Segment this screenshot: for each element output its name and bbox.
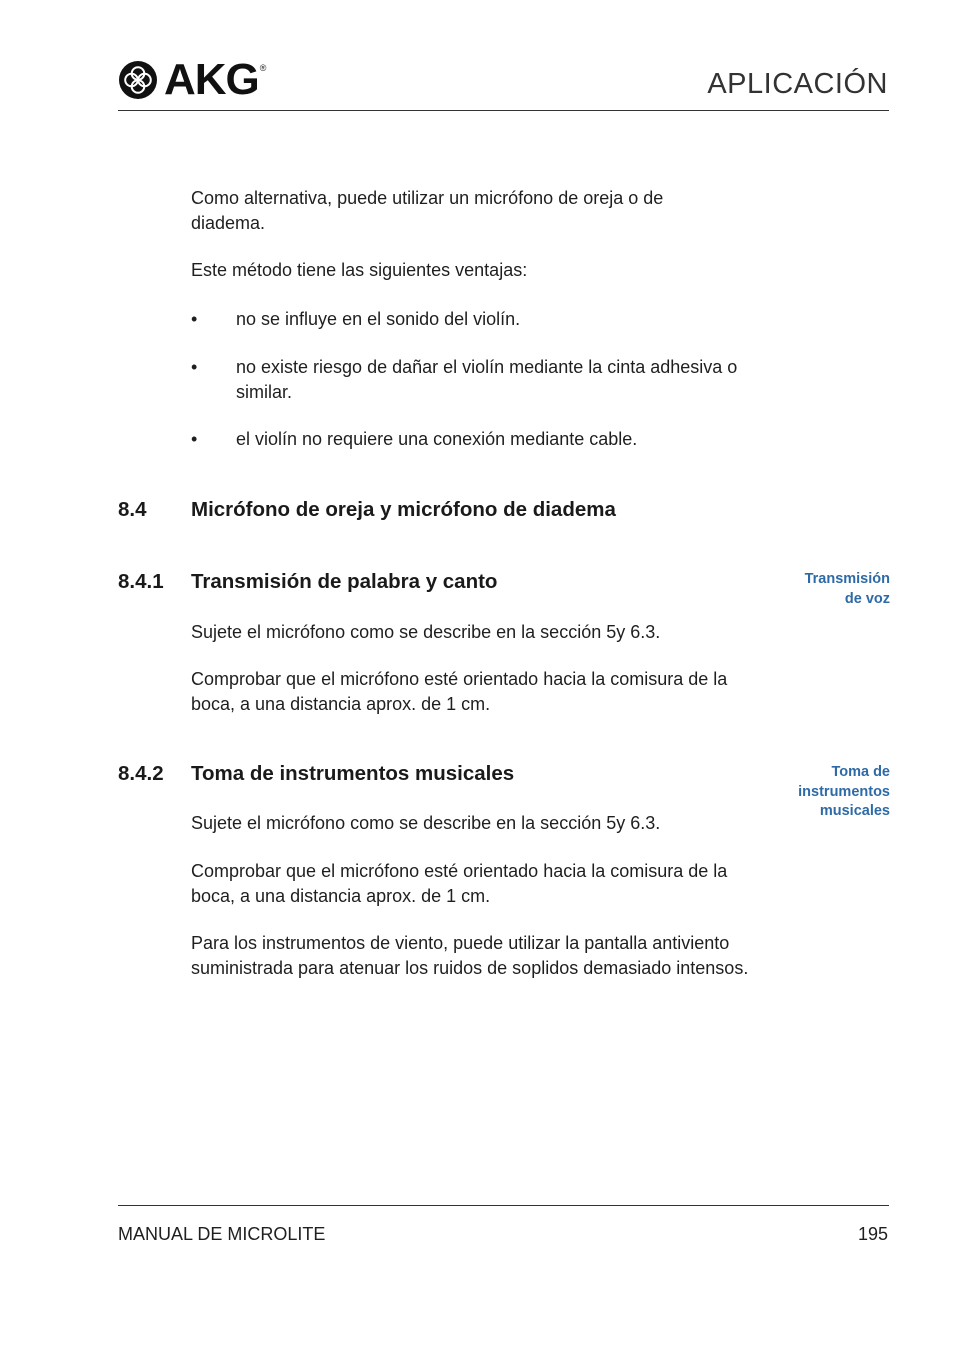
- paragraph-8-4-1-b: Comprobar que el micrófono esté orientado hacia la comisura de la boca, a una distancia aprox. de 1 cm.: [191, 669, 728, 714]
- paragraph-8-4-2-c: Para los instrumentos de viento, puede utilizar la pantalla antiviento suministrada para atenuar los ruidos de soplidos demasiado intensos.: [191, 933, 749, 978]
- bullet-item: [191, 427, 776, 452]
- margin-note-line: instrumentos: [798, 783, 890, 800]
- section-heading-8-4-1: [118, 569, 497, 595]
- paragraph-8-4-2-a: Sujete el micrófono como se describe en la sección 5y 6.3.: [191, 813, 661, 833]
- margin-note-toma-de-instrumentos: [798, 763, 890, 822]
- heading-title: Toma de instrumentos musicales: [191, 762, 515, 785]
- margin-note-line: Transmisión: [804, 571, 890, 587]
- section-heading-8-4: [118, 497, 616, 523]
- footer-manual-title: MANUAL DE MICROLITE: [118, 1224, 326, 1244]
- heading-number: 8.4: [118, 498, 147, 521]
- bullet-text: no se influye en el sonido del violín.: [236, 309, 521, 329]
- bullet-text: el violín no requiere una conexión mediante cable.: [236, 429, 638, 449]
- heading-title: Micrófono de oreja y micrófono de diadema: [191, 498, 616, 521]
- section-heading-8-4-2: [118, 761, 514, 787]
- intro-paragraph-1: Como alternativa, puede utilizar un micrófono de oreja o de diadema.: [191, 188, 664, 233]
- header-divider: [118, 110, 889, 111]
- registered-mark: ®: [259, 63, 267, 73]
- akg-emblem-icon: [118, 60, 158, 100]
- intro-paragraph-2: Este método tiene las siguientes ventajas:: [191, 260, 528, 280]
- margin-note-line: de voz: [844, 590, 890, 607]
- brand-wordmark: AKG: [164, 55, 259, 104]
- heading-title: Transmisión de palabra y canto: [191, 570, 498, 593]
- brand-logo: [118, 55, 267, 104]
- paragraph-8-4-1-a: Sujete el micrófono como se describe en la sección 5y 6.3.: [191, 622, 661, 642]
- bullet-symbol: •: [191, 429, 198, 449]
- page-number: 195: [857, 1224, 888, 1244]
- margin-note-line: musicales: [819, 803, 890, 819]
- paragraph-8-4-2-b: Comprobar que el micrófono esté orientado hacia la comisura de la boca, a una distancia aprox. de 1 cm.: [191, 861, 728, 906]
- bullet-symbol: •: [191, 309, 198, 329]
- heading-number: 8.4.2: [118, 762, 164, 785]
- margin-note-line: Toma de: [831, 764, 890, 780]
- margin-note-transmision-de-voz: [805, 570, 890, 609]
- bullet-symbol: •: [191, 357, 198, 377]
- bullet-item: [191, 307, 776, 332]
- heading-number: 8.4.1: [118, 570, 164, 593]
- bullet-text: no existe riesgo de dañar el violín mediante la cinta adhesiva o similar.: [236, 357, 738, 402]
- section-title: APLICACIÓN: [707, 68, 888, 100]
- bullet-item: [191, 355, 776, 404]
- footer-divider: [118, 1205, 889, 1206]
